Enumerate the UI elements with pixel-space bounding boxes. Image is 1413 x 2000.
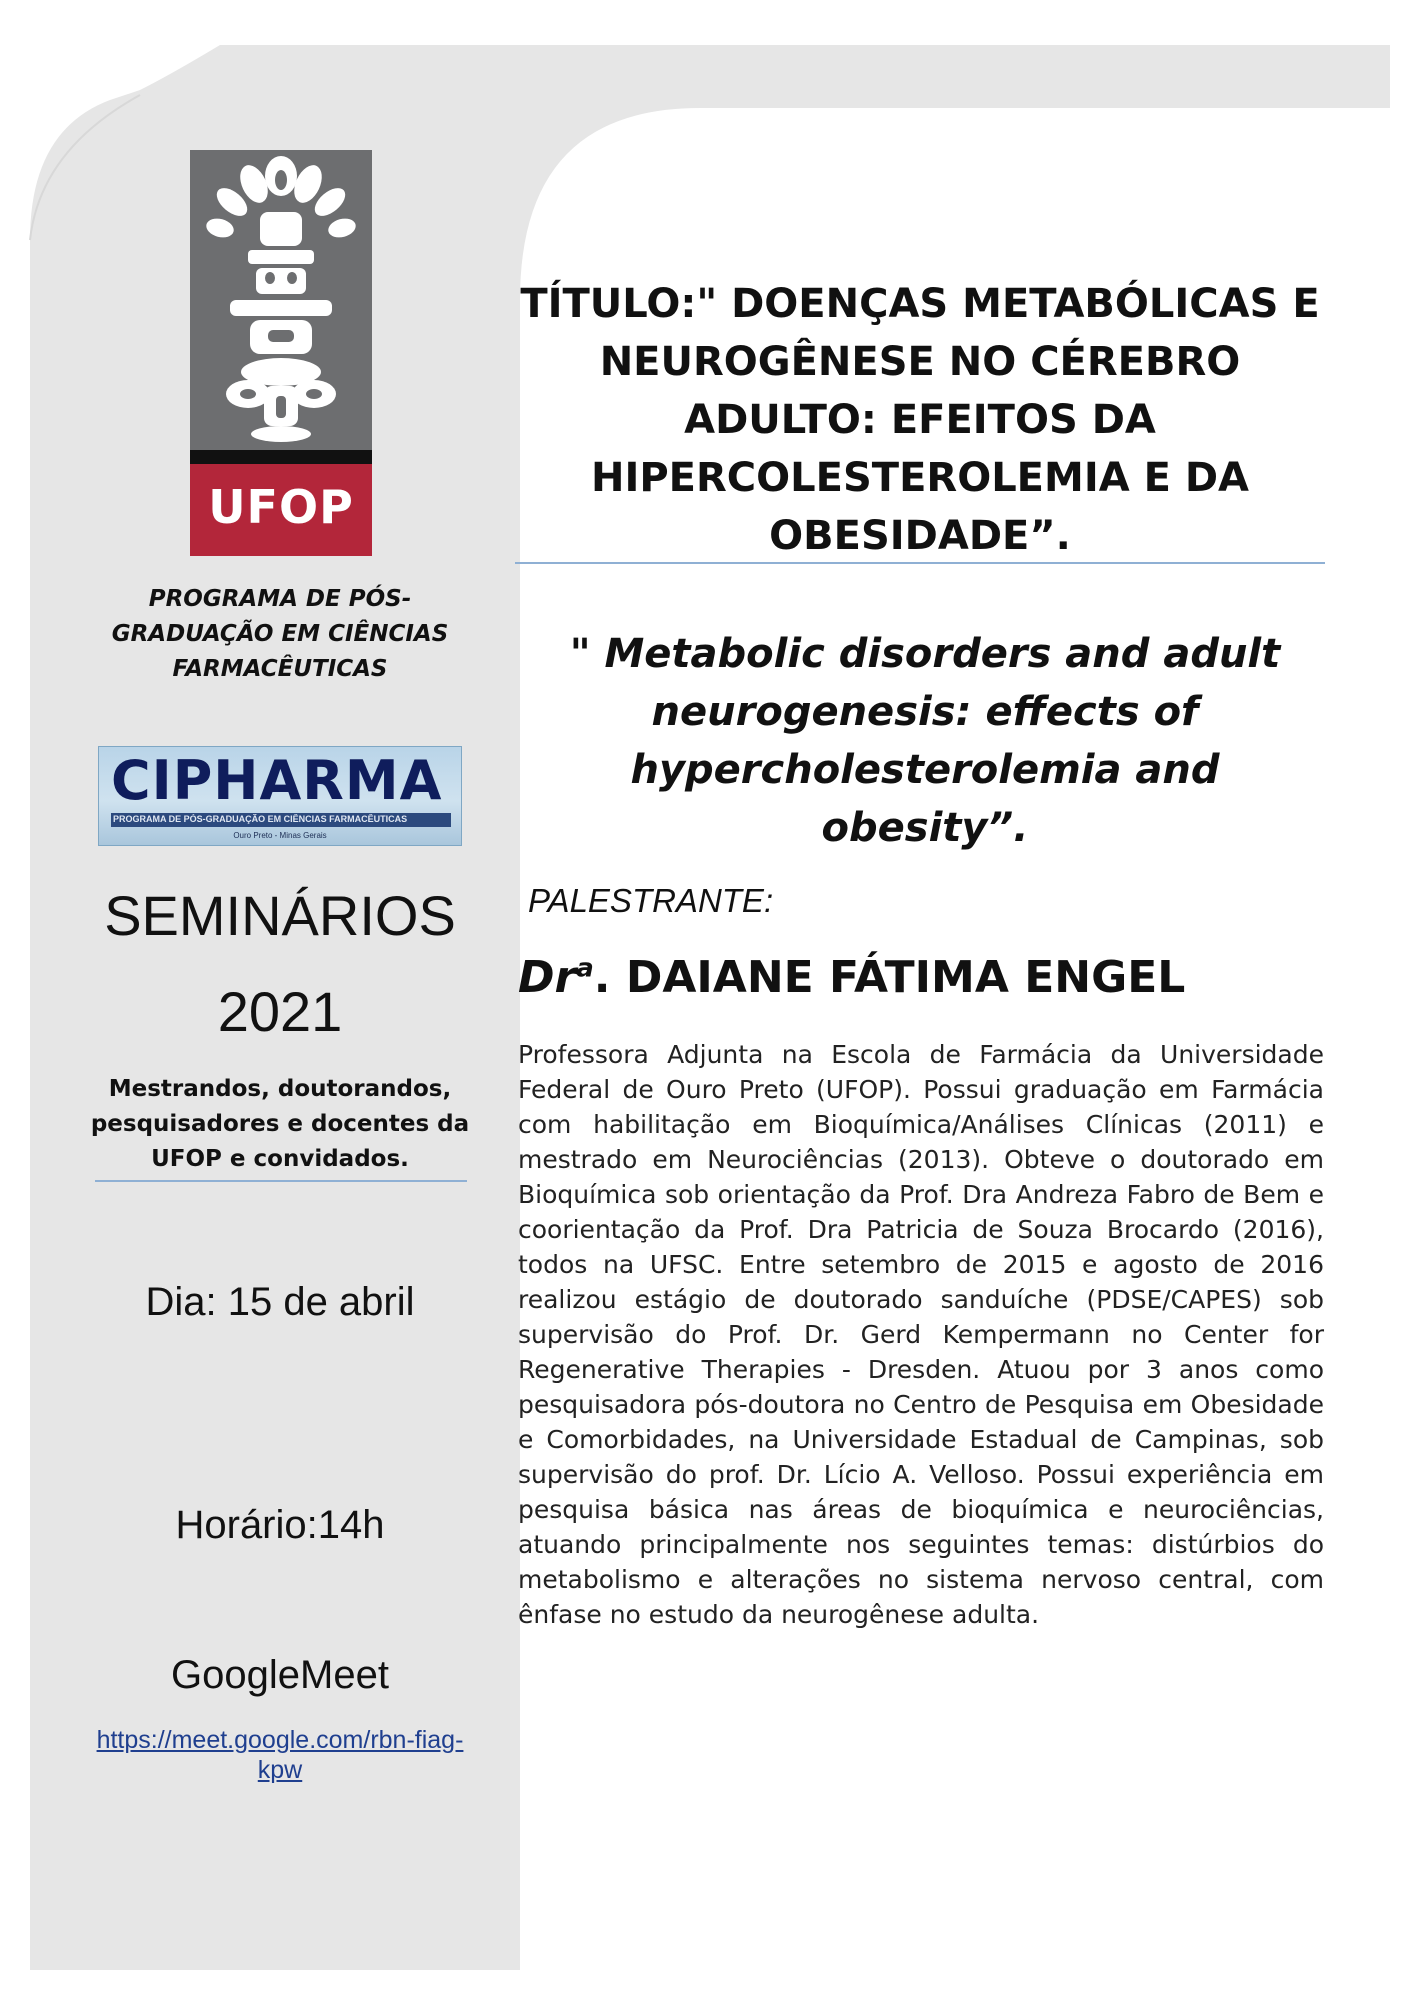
logo-divider <box>190 450 372 464</box>
speaker-label: PALESTRANTE: <box>528 882 774 919</box>
divider-right <box>515 562 1325 564</box>
audience-text: Mestrandos, doutorandos, pesquisadores e docentes da UFOP e convidados. <box>90 1076 470 1172</box>
meet-link[interactable]: https://meet.google.com/rbn-fiag-kpw <box>96 1726 464 1784</box>
ufop-emblem-icon <box>190 150 372 450</box>
seminar-year: 2021 <box>217 980 343 1043</box>
speaker-fullname: . DAIANE FÁTIMA ENGEL <box>593 952 1186 1003</box>
speaker-bio: Professora Adjunta na Escola de Farmácia da Universidade Federal de Ouro Preto (UFOP). Possui graduação em Farmácia com habilitação em Bioquímica/Análises Clínicas (2011) e mestrado em Neurociências (2013). Obteve o doutorado em Bioquímica sob orientação da Prof. Dra Andreza Fabro de Bem e coorientação da Prof. Dra Patricia de Souza Brocardo (2016), todos na UFSC. Entre setembro de 2015 e agosto de 2016 realizou estágio de doutorado sanduíche (PDSE/CAPES) sob supervisão do Prof. Dr. Gerd Kempermann no Center for Regenerative Therapies - Dresden. Atuou por 3 anos como pesquisadora pós-doutora no Centro de Pesquisa em Obesidade e Comorbidades, na Universidade Estadual de Campinas, sob supervisão do prof. Dr. Lício A. Velloso. Possui experiência em pesquisa básica nas áreas de bioquímica e neurociências, atuando principalmente nos seguintes temas: distúrbios do metabolismo e alterações no sistema nervoso central, com ênfase no estudo da neurogênese adulta. <box>518 1040 1324 1629</box>
ufop-logo <box>190 150 372 556</box>
speaker-prefix-sup: a <box>576 953 594 984</box>
cipharma-logo <box>98 746 462 846</box>
speaker-name <box>518 952 1185 1003</box>
event-time: Horário:14h <box>175 1503 385 1547</box>
cipharma-name: CIPHARMA <box>111 749 443 812</box>
cipharma-subtitle: PROGRAMA DE PÓS-GRADUAÇÃO EM CIÊNCIAS FARMACÊUTICAS <box>113 814 408 824</box>
title-portuguese: TÍTULO:" DOENÇAS METABÓLICAS E NEUROGÊNESE NO CÉREBRO ADULTO: EFEITOS DA HIPERCOLESTEROLEMIA E DA OBESIDADE”. <box>520 281 1320 559</box>
seminar-label: SEMINÁRIOS <box>104 884 456 947</box>
cipharma-city: Ouro Preto - Minas Gerais <box>233 831 327 840</box>
seminar-heading <box>85 868 475 1060</box>
event-platform: GoogleMeet <box>171 1653 389 1697</box>
divider-left <box>95 1180 467 1182</box>
speaker-prefix: Dr <box>518 952 577 1003</box>
title-english: " Metabolic disorders and adult neurogenesis: effects of hypercholesterolemia and obesity”. <box>569 631 1281 851</box>
program-name: PROGRAMA DE PÓS-GRADUAÇÃO EM CIÊNCIAS FARMACÊUTICAS <box>111 586 449 682</box>
event-day: Dia: 15 de abril <box>145 1280 415 1324</box>
logo-text: UFOP <box>208 480 354 534</box>
